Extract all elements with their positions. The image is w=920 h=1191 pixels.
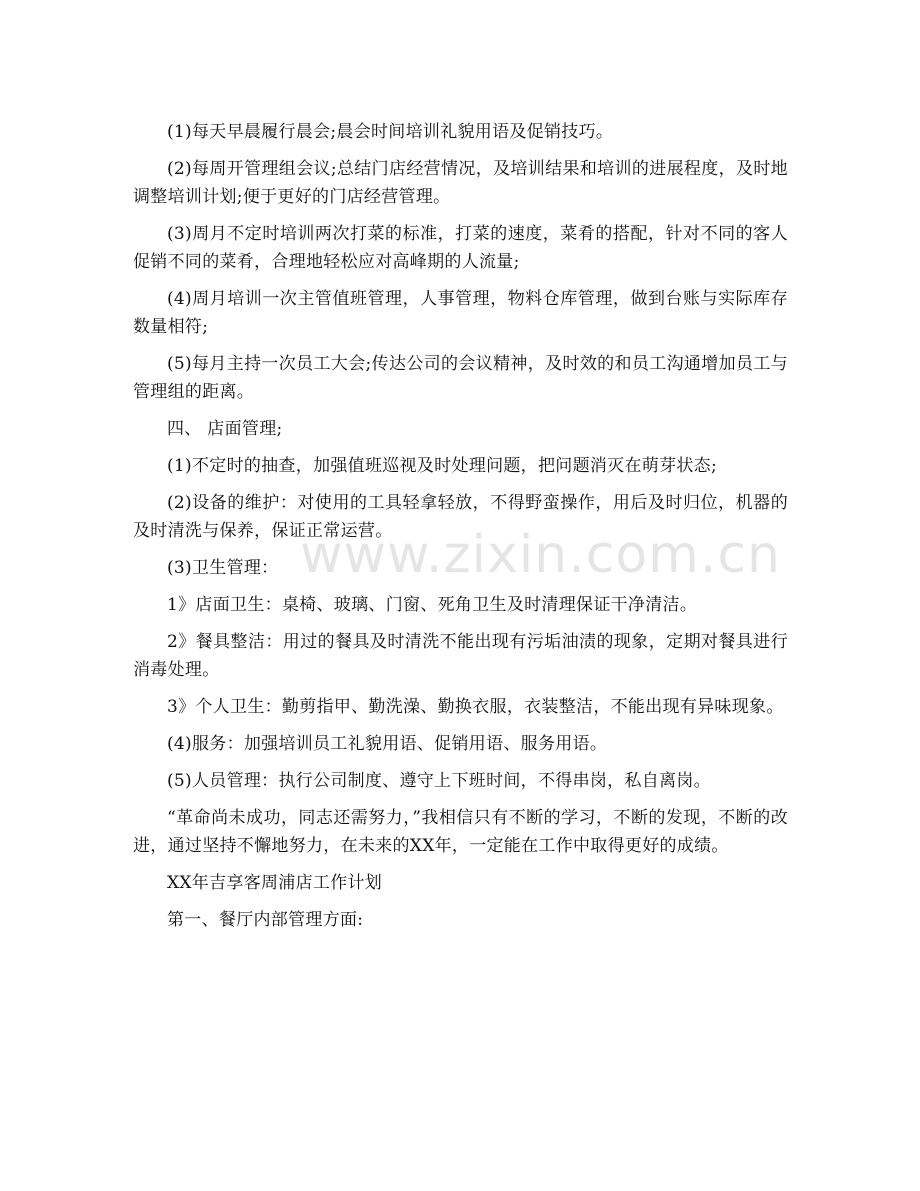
paragraph-8: (2)设备的维护：对使用的工具轻拿轻放，不得野蛮操作，用后及时归位，机器的及时清洗与保养，保证正常运营。 — [133, 493, 788, 541]
paragraph-4: (4)周月培训一次主管值班管理，人事管理，物料仓库管理，做到台账与实际库存数量相符; — [133, 289, 788, 337]
paragraph-5: (5)每月主持一次员工大会;传达公司的会议精神，及时效的和员工沟通增加员工与管理组的距离。 — [133, 354, 788, 402]
watermark: www.zixin.com.cn — [300, 525, 781, 585]
paragraph-11: 2》餐具整洁：用过的餐具及时清洗不能出现有污垢油渍的现象，定期对餐具进行消毒处理。 — [133, 632, 788, 680]
paragraph-13: (4)服务：加强培训员工礼貌用语、促销用语、服务用语。 — [167, 734, 608, 754]
plan-title: XX年吉享客周浦店工作计划 — [167, 873, 383, 893]
paragraph-7: (1)不定时的抽查，加强值班巡视及时处理问题，把问题消灭在萌芽状态; — [167, 456, 718, 476]
section-heading-internal-management: 第一、餐厅内部管理方面: — [167, 910, 364, 930]
paragraph-2: (2)每周开管理组会议;总结门店经营情况，及培训结果和培训的进展程度，及时地调整培训计划;便于更好的门店经营管理。 — [133, 159, 788, 207]
paragraph-1: (1)每天早晨履行晨会;晨会时间培训礼貌用语及促销技巧。 — [167, 122, 614, 142]
paragraph-12: 3》个人卫生：勤剪指甲、勤洗澡、勤换衣服，衣装整洁，不能出现有异味现象。 — [167, 697, 784, 717]
paragraph-15: “革命尚未成功，同志还需努力，”我相信只有不断的学习，不断的发现，不断的改进，通过坚持不懈地努力，在未来的XX年，一定能在工作中取得更好的成绩。 — [133, 808, 788, 856]
paragraph-14: (5)人员管理：执行公司制度、遵守上下班时间，不得串岗，私自离岗。 — [167, 771, 711, 791]
section-heading-store-management: 四、 店面管理; — [167, 419, 283, 439]
paragraph-3: (3)周月不定时培训两次打菜的标准，打菜的速度，菜肴的搭配，针对不同的客人促销不同的菜肴，合理地轻松应对高峰期的人流量; — [133, 224, 788, 272]
document-body — [133, 118, 788, 943]
paragraph-9: (3)卫生管理： — [167, 558, 279, 578]
paragraph-10: 1》店面卫生：桌椅、玻璃、门窗、死角卫生及时清理保证干净清洁。 — [167, 595, 698, 615]
